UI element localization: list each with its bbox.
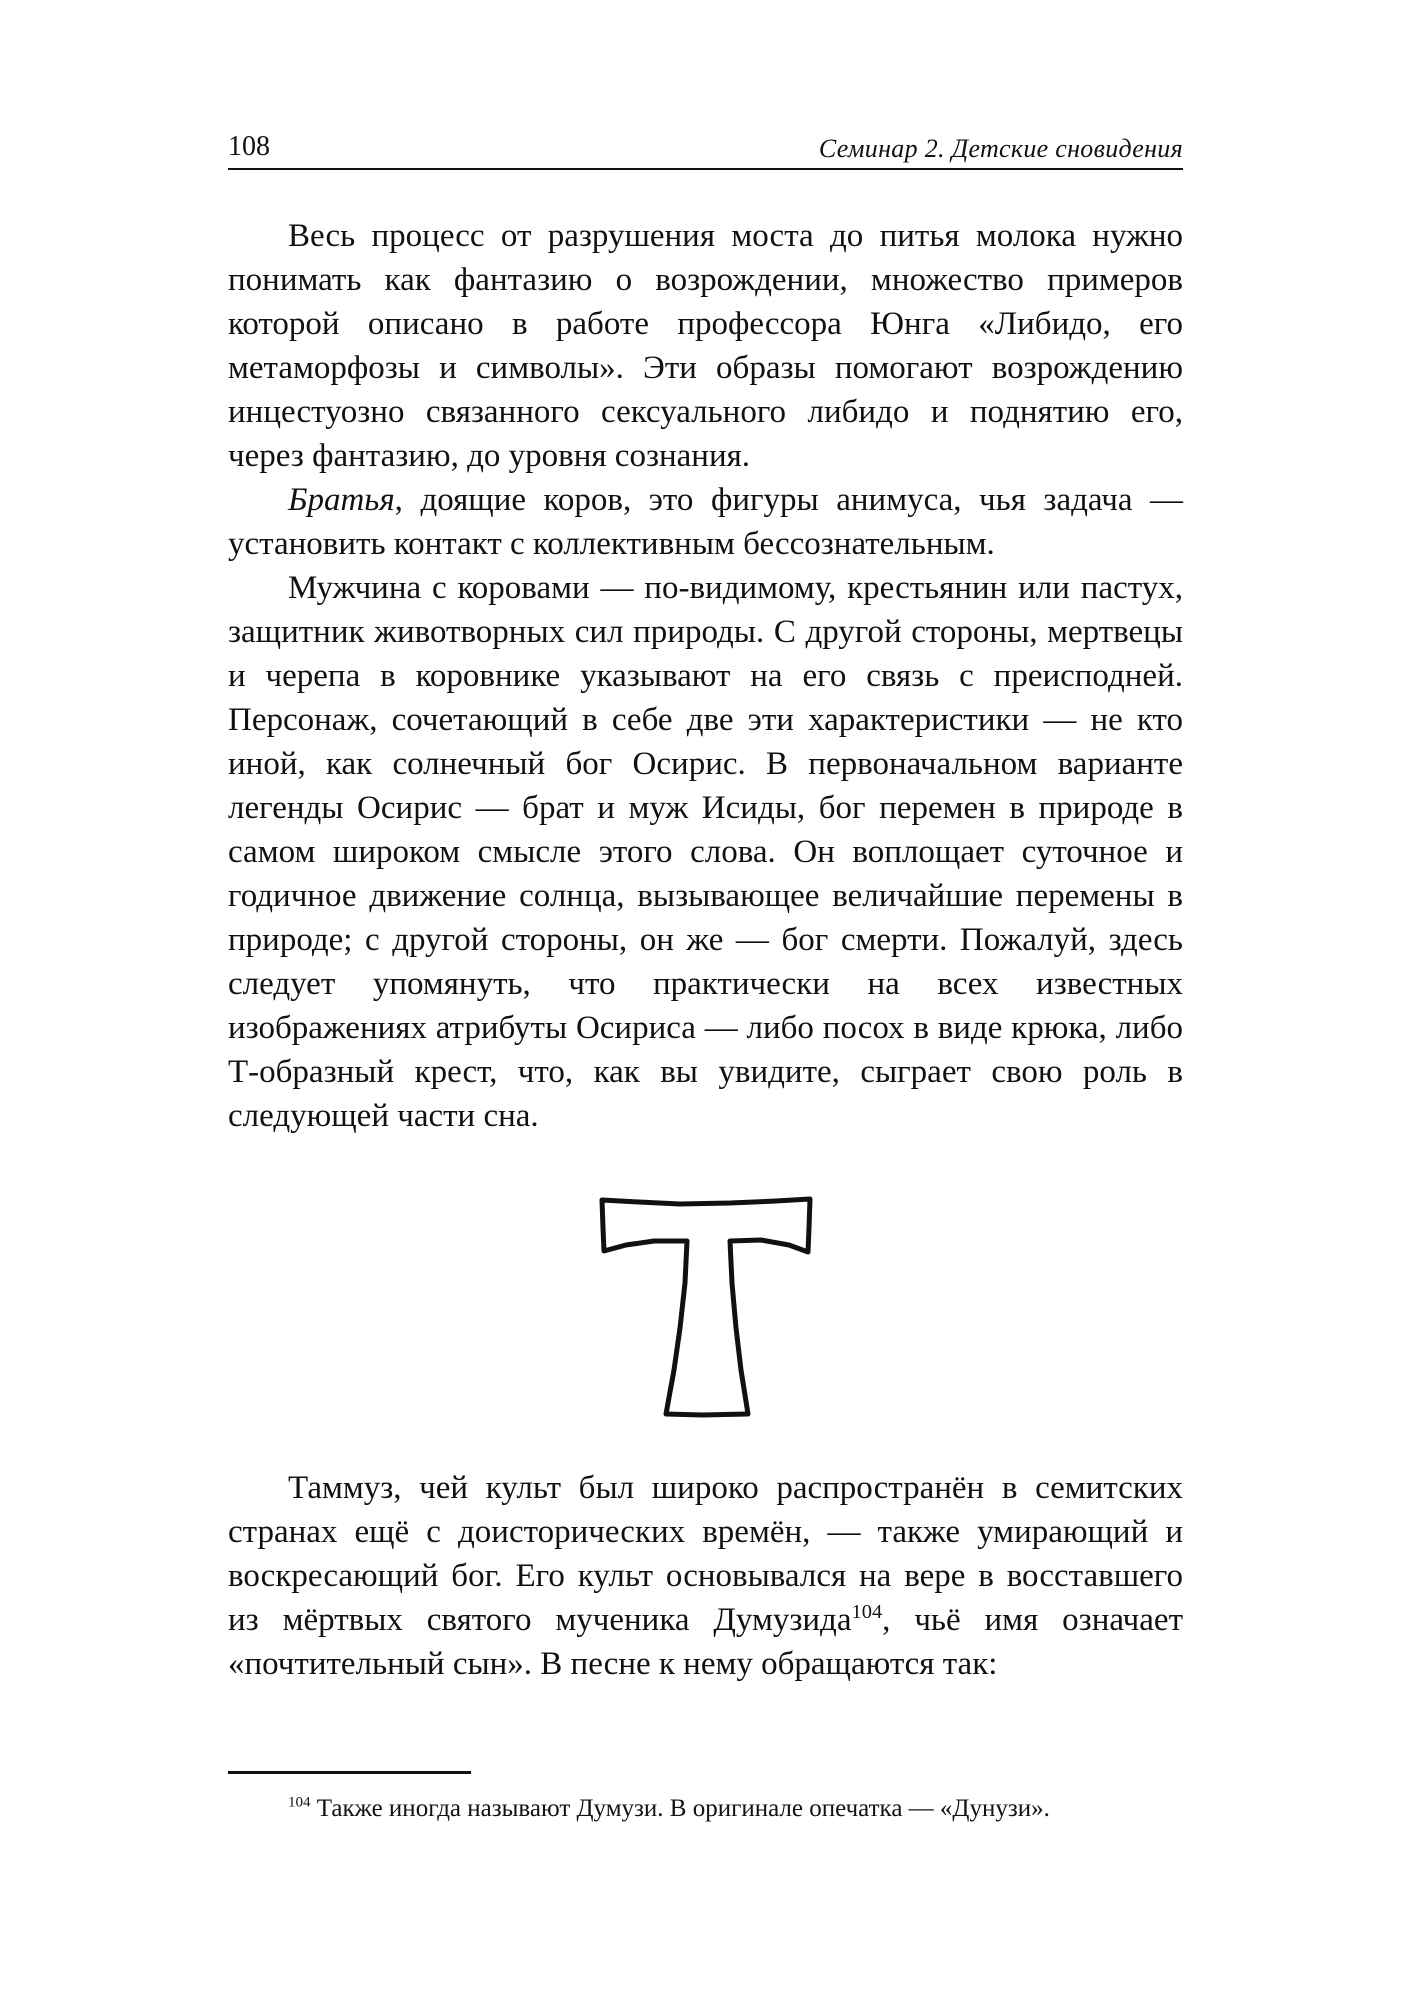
footnote-rule [228, 1771, 471, 1774]
italic-term: Братья [288, 482, 395, 518]
paragraph [228, 1466, 1183, 1686]
tau-cross-figure [590, 1188, 822, 1420]
page-number: 108 [228, 131, 270, 162]
paragraph [228, 214, 1183, 478]
page-header [228, 126, 1183, 170]
paragraph [228, 478, 1183, 566]
header-rule [228, 168, 1183, 170]
text-block-lower [228, 1466, 1183, 1686]
text-block-upper [228, 214, 1183, 1138]
running-head: Семинар 2. Детские сновидения [818, 134, 1183, 163]
footnote-marker[interactable]: 104 [851, 1601, 883, 1623]
paragraph-text: Весь процесс от разрушения моста до питья молока нужно понимать как фантазию о возрождении, множество примеров которой описано в работе профессора Юнга «Либидо, его метаморфозы и символы». Эти образы помогают возрождению инцестуозно связанного сексуального либидо и поднятию его, через фантазию, до уровня сознания. [228, 218, 1183, 474]
paragraph-text: , чьё имя означает «почтительный сын». В песне к нему обращаются так: [228, 1602, 1183, 1682]
paragraph-text: Таммуз, чей культ был широко распространён в семитских странах ещё с доисторических времён, — также умирающий и воскресающий бог. Его культ основывался на вере в восставшего из мёртвых святого мученика Думузида [228, 1470, 1183, 1638]
footnote-text: Также иногда называют Думузи. В оригинале опечатка — «Дунузи». [310, 1795, 1050, 1822]
footnote-number: 104 [288, 1794, 311, 1811]
paragraph-text: Мужчина с коровами — по-видимому, крестьянин или пастух, защитник животворных сил природы. С другой стороны, мертвецы и черепа в коровнике указывают на его связь с преисподней. Персонаж, сочетающий в себе две эти характеристики — не кто иной, как солнечный бог Осирис. В первоначальном варианте легенды Осирис — брат и муж Исиды, бог перемен в природе в самом широком смысле этого слова. Он воплощает суточное и годичное движение солнца, вызывающее величайшие перемены в природе; с другой стороны, он же — бог смерти. Пожалуй, здесь следует упомянуть, что практически на всех известных изображениях атрибуты Осириса — либо посох в виде крюка, либо Т-образный крест, что, как вы увидите, сыграет свою роль в следующей части сна. [228, 570, 1183, 1134]
footnote [288, 1793, 1050, 1825]
paragraph-text: , доящие коров, это фигуры анимуса, чья задача — установить контакт с коллективным бессознательным. [228, 482, 1183, 562]
tau-cross-icon [590, 1188, 822, 1420]
paragraph [228, 566, 1183, 1138]
